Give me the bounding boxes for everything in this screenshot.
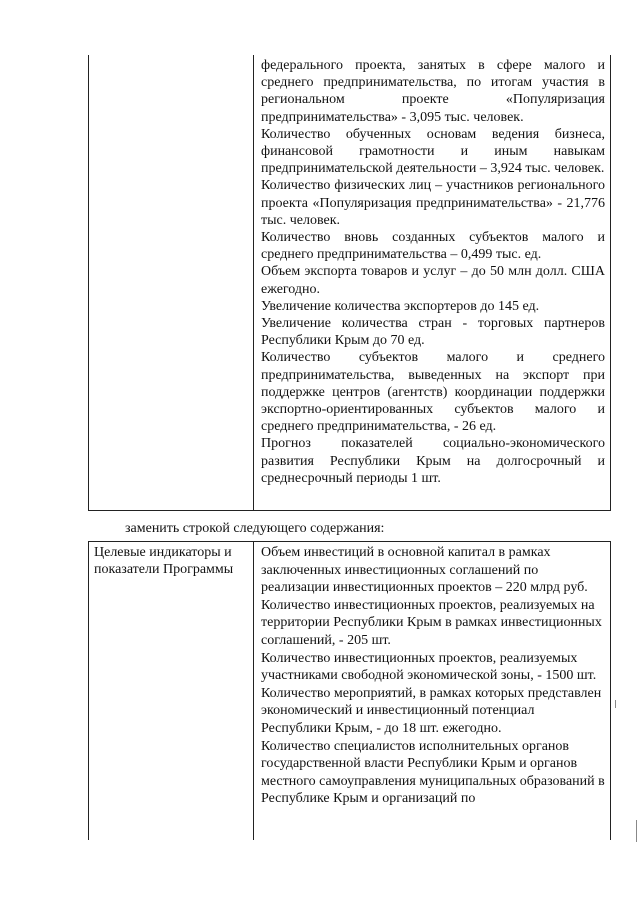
table-row	[89, 542, 610, 840]
indicator-text: Увеличение количества стран - торговых партнеров Республики Крым до 70 ед.	[261, 316, 605, 349]
label-cell: Целевые индикаторы и показатели Программы	[89, 542, 254, 840]
indicator-text: Увеличение количества экспортеров до 145 ед.	[261, 298, 540, 314]
indicator-text: федерального проекта, занятых в сфере малого и среднего предпринимательства, по итогам участия в региональном проекте «Популяризация предпринимательства» - 3,095 тыс. человек.	[261, 58, 605, 125]
scan-mark	[636, 820, 637, 842]
replace-instruction: заменить строкой следующего содержания:	[125, 521, 385, 536]
indicator-text: Количество специалистов исполнительных органов государственной власти Республики Крым и органов местного самоуправления муниципальных образований в Республике Крым и организаций по	[261, 738, 605, 807]
indicators-table-bottom	[88, 541, 611, 840]
table-row	[89, 55, 610, 510]
label-cell-empty	[89, 55, 254, 510]
indicator-text: Количество физических лиц – участников регионального проекта «Популяризация предпринимательства» - 21,776 тыс. человек.	[261, 178, 605, 228]
indicator-text: Количество инвестиционных проектов, реализуемых участниками свободной экономической зоны, - 1500 шт.	[261, 650, 597, 684]
indicators-cell	[254, 542, 610, 840]
indicator-text: Прогноз показателей социально-экономического развития Республики Крым на долгосрочный и среднесрочный периоды 1 шт.	[261, 436, 605, 486]
indicator-text: Количество вновь созданных субъектов малого и среднего предпринимательства – 0,499 тыс. ед.	[261, 230, 605, 263]
indicator-text: Количество субъектов малого и среднего предпринимательства, выведенных на экспорт при поддержке центров (агентств) координации поддержки экспортно-ориентированных субъектов малого и среднего предпринимательства, - 26 ед.	[261, 350, 605, 435]
indicator-text: Объем экспорта товаров и услуг – до 50 млн долл. США ежегодно.	[261, 264, 605, 297]
indicator-text: Количество инвестиционных проектов, реализуемых на территории Республики Крым в рамках инвестиционных соглашений, - 205 шт.	[261, 597, 602, 648]
indicator-text: Объем инвестиций в основной капитал в рамках заключенных инвестиционных соглашений по реализации инвестиционных проектов – 220 млрд руб.	[261, 545, 588, 596]
indicator-text: Количество обученных основам ведения бизнеса, финансовой грамотности и иным навыкам предпринимательской деятельности – 3,924 тыс. человек.	[261, 126, 605, 177]
scan-mark	[615, 700, 616, 708]
indicators-cell	[254, 55, 610, 510]
indicator-text: Количество мероприятий, в рамках которых представлен экономический и инвестиционный потенциал Республики Крым, - до 18 шт. ежегодно.	[261, 685, 602, 736]
indicators-table-top	[88, 55, 611, 511]
